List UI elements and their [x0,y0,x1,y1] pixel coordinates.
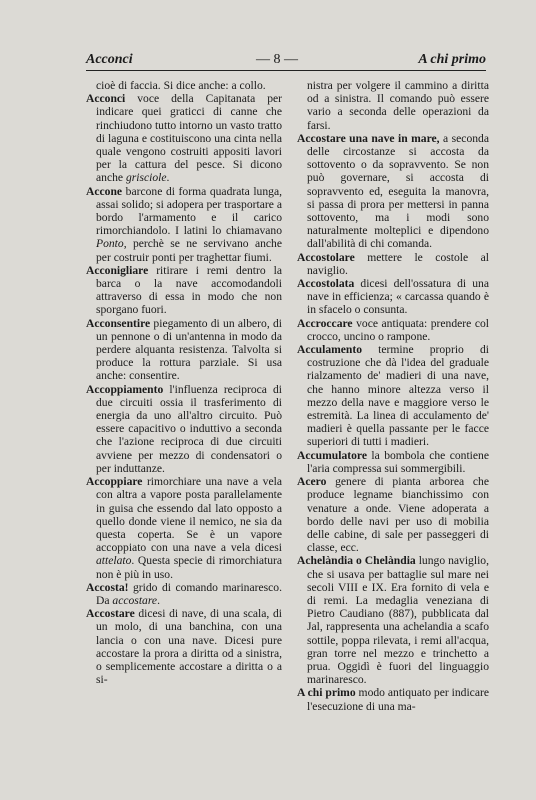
running-header [86,52,486,70]
entry-headword: Accostolata [297,277,355,291]
entry-headword: Accumulatore [297,448,367,462]
dictionary-entry [86,264,282,317]
dictionary-entry [297,449,489,475]
page-number: — 8 — [256,52,298,67]
dictionary-entry [86,317,282,383]
entry-headword: Accostolare [297,250,355,264]
entry-text: modo antiquato per indicare l'esecuzione di una ma- [307,686,489,713]
entry-italic-term: Ponto [96,237,124,251]
entry-text: barcone di forma quadrata lunga, assai solido; si adopera per trasportare a bordo l'armamento e il carico rimorchiandolo. I latini lo chiamavano [96,184,282,238]
entry-headword: Acconci [86,92,126,106]
entry-text: voce della Capitanata per indicare quei graticci di canne che rinchiudono tutto intorno un vasto tratto di laguna e costituiscono una cinta nella quale vengono costruiti appositi lavori per la cattura del pesce. Si dicono anche [96,92,282,185]
entry-text: la bombola che contiene l'aria compressa sui sommergibili. [307,448,489,475]
dictionary-entry [86,581,282,607]
entry-text: cioè di faccia. Si dice anche: a collo. [96,79,266,92]
entry-headword: Accone [86,184,123,198]
entry-text: dicesi dell'ossatura di una nave in efficienza; « carcassa quando è in sfacelo o consunta. [307,277,489,317]
dictionary-entry [86,383,282,475]
dictionary-entry [297,277,489,317]
entry-text: lungo naviglio, che si usava per battaglie sul mare nei secoli VIII e IX. Era fornito di vela e di remi. La medaglia veneziana di Pietro Caudiano (887), pubblicata dal Jal, rappresenta una achelandia a scafo sottile, poppa rilevata, i remi all'acqua, gran torre nel mezzo e trinchetto a prua. Oggidì è fuori del linguaggio marinaresco. [307,554,489,687]
entry-headword: Accoppiamento [86,382,164,396]
entry-headword: Accoppiare [86,475,143,489]
entry-text: ritirare i remi dentro la barca o la nave accomodandoli attraverso di essa in modo che non sporgano fuori. [96,263,282,317]
entry-text-tail: , perchè se ne servivano anche per costruir ponti per traghettar fiumi. [96,237,282,264]
entry-headword: Accostare [86,607,135,621]
entry-headword: Accostare una nave in mare, [297,131,440,145]
dictionary-entry [86,185,282,264]
entry-headword: A chi primo [297,686,356,700]
entry-text: voce antiquata: prendere col crocco, uncino o rampone. [307,316,489,343]
left-column [86,79,282,686]
right-column [297,79,489,713]
dictionary-entry [297,343,489,449]
dictionary-entry [297,132,489,251]
header-first-entry: Acconci [86,52,133,67]
header-last-entry: A chi primo [418,52,486,67]
entry-italic-term: accostare [112,593,158,607]
entry-headword: Acconsentire [86,316,151,330]
dictionary-entry [86,79,282,92]
dictionary-entry [297,686,489,712]
entry-text: dicesi di nave, di una scala, di un molo, di una banchina, con una lancia o con una nave. Dicesi pure accostare la prora a diritta od a sinistra, o semplicemente accostare a diritta o a si- [96,607,282,687]
entry-text: l'influenza reciproca di due circuiti ossia il trasferimento di energia da uno all'altro circuito. Può essere capacitivo o induttivo a seconda che l'azione reciproca di due circuiti avviene per mezzo di condensatori o per induttanze. [96,382,282,475]
dictionary-entry [86,607,282,686]
entry-headword: Acero [297,475,327,489]
entry-text-tail: . Questa specie di rimorchiatura non è più in uso. [96,554,282,581]
entry-text: mettere le costole al naviglio. [307,250,489,277]
dictionary-entry [297,79,489,132]
entry-text-tail: . [166,171,170,185]
entry-headword: Accroccare [297,316,353,330]
entry-text: grido di comando marinaresco. Da [96,580,282,607]
dictionary-entry [86,92,282,184]
entry-italic-term: attelato [96,554,132,568]
header-rule [86,70,486,71]
entry-headword: Accosta! [86,580,129,594]
entry-italic-term: grisciole [125,171,167,185]
entry-headword: Acconigliare [86,263,149,277]
entry-text: piegamento di un albero, di un pennone o di un'antenna in modo da perdere alquanta resistenza. Talvolta si produce la rottura parziale. Si usa anche: consentire. [96,316,282,383]
entry-text: termine proprio di costruzione che dà l'idea del graduale rialzamento de' madieri di una nave, che hanno minore altezza verso il mezzo della nave e maggiore verso le estremità. La linea di acculamento de' madieri è quella passante per le facce superiori di tutti i madieri. [307,343,489,449]
entry-text: genere di pianta arborea che produce legname bianchissimo con venature a onde. Viene adoperata a bordo delle navi per uso di mobilia delle cabine, di sale per passeggeri di classe, ecc. [307,475,489,555]
dictionary-entry [297,475,489,554]
dictionary-entry [297,554,489,686]
entry-headword: Acculamento [297,343,363,357]
entry-headword: Achelàndia o Chelàndia [297,554,416,568]
entry-text: a seconda delle circostanze si accosta da sottovento o da sopravvento. Se non può governare, si accosta di sopravvento ed, eseguita la manovra, si passa di prora per mettersi in panna sottovento, ma i modi sono naturalmente molteplici e dipendono dall'abilità di chi comanda. [307,131,489,251]
entry-text: nistra per volgere il cammino a diritta od a sinistra. Il comando può essere vario a seconda delle operazioni da farsi. [307,79,489,132]
dictionary-entry [297,251,489,277]
dictionary-entry [86,475,282,581]
dictionary-entry [297,317,489,343]
entry-text: rimorchiare una nave a vela con altra a vapore posta parallelamente in guisa che essendo dal lato opposto a quello donde viene il nemico, ne sia da questa coperta. Se è un vapore accoppiato con una nave a vela dicesi [96,475,282,555]
entry-text-tail: . [157,593,160,607]
